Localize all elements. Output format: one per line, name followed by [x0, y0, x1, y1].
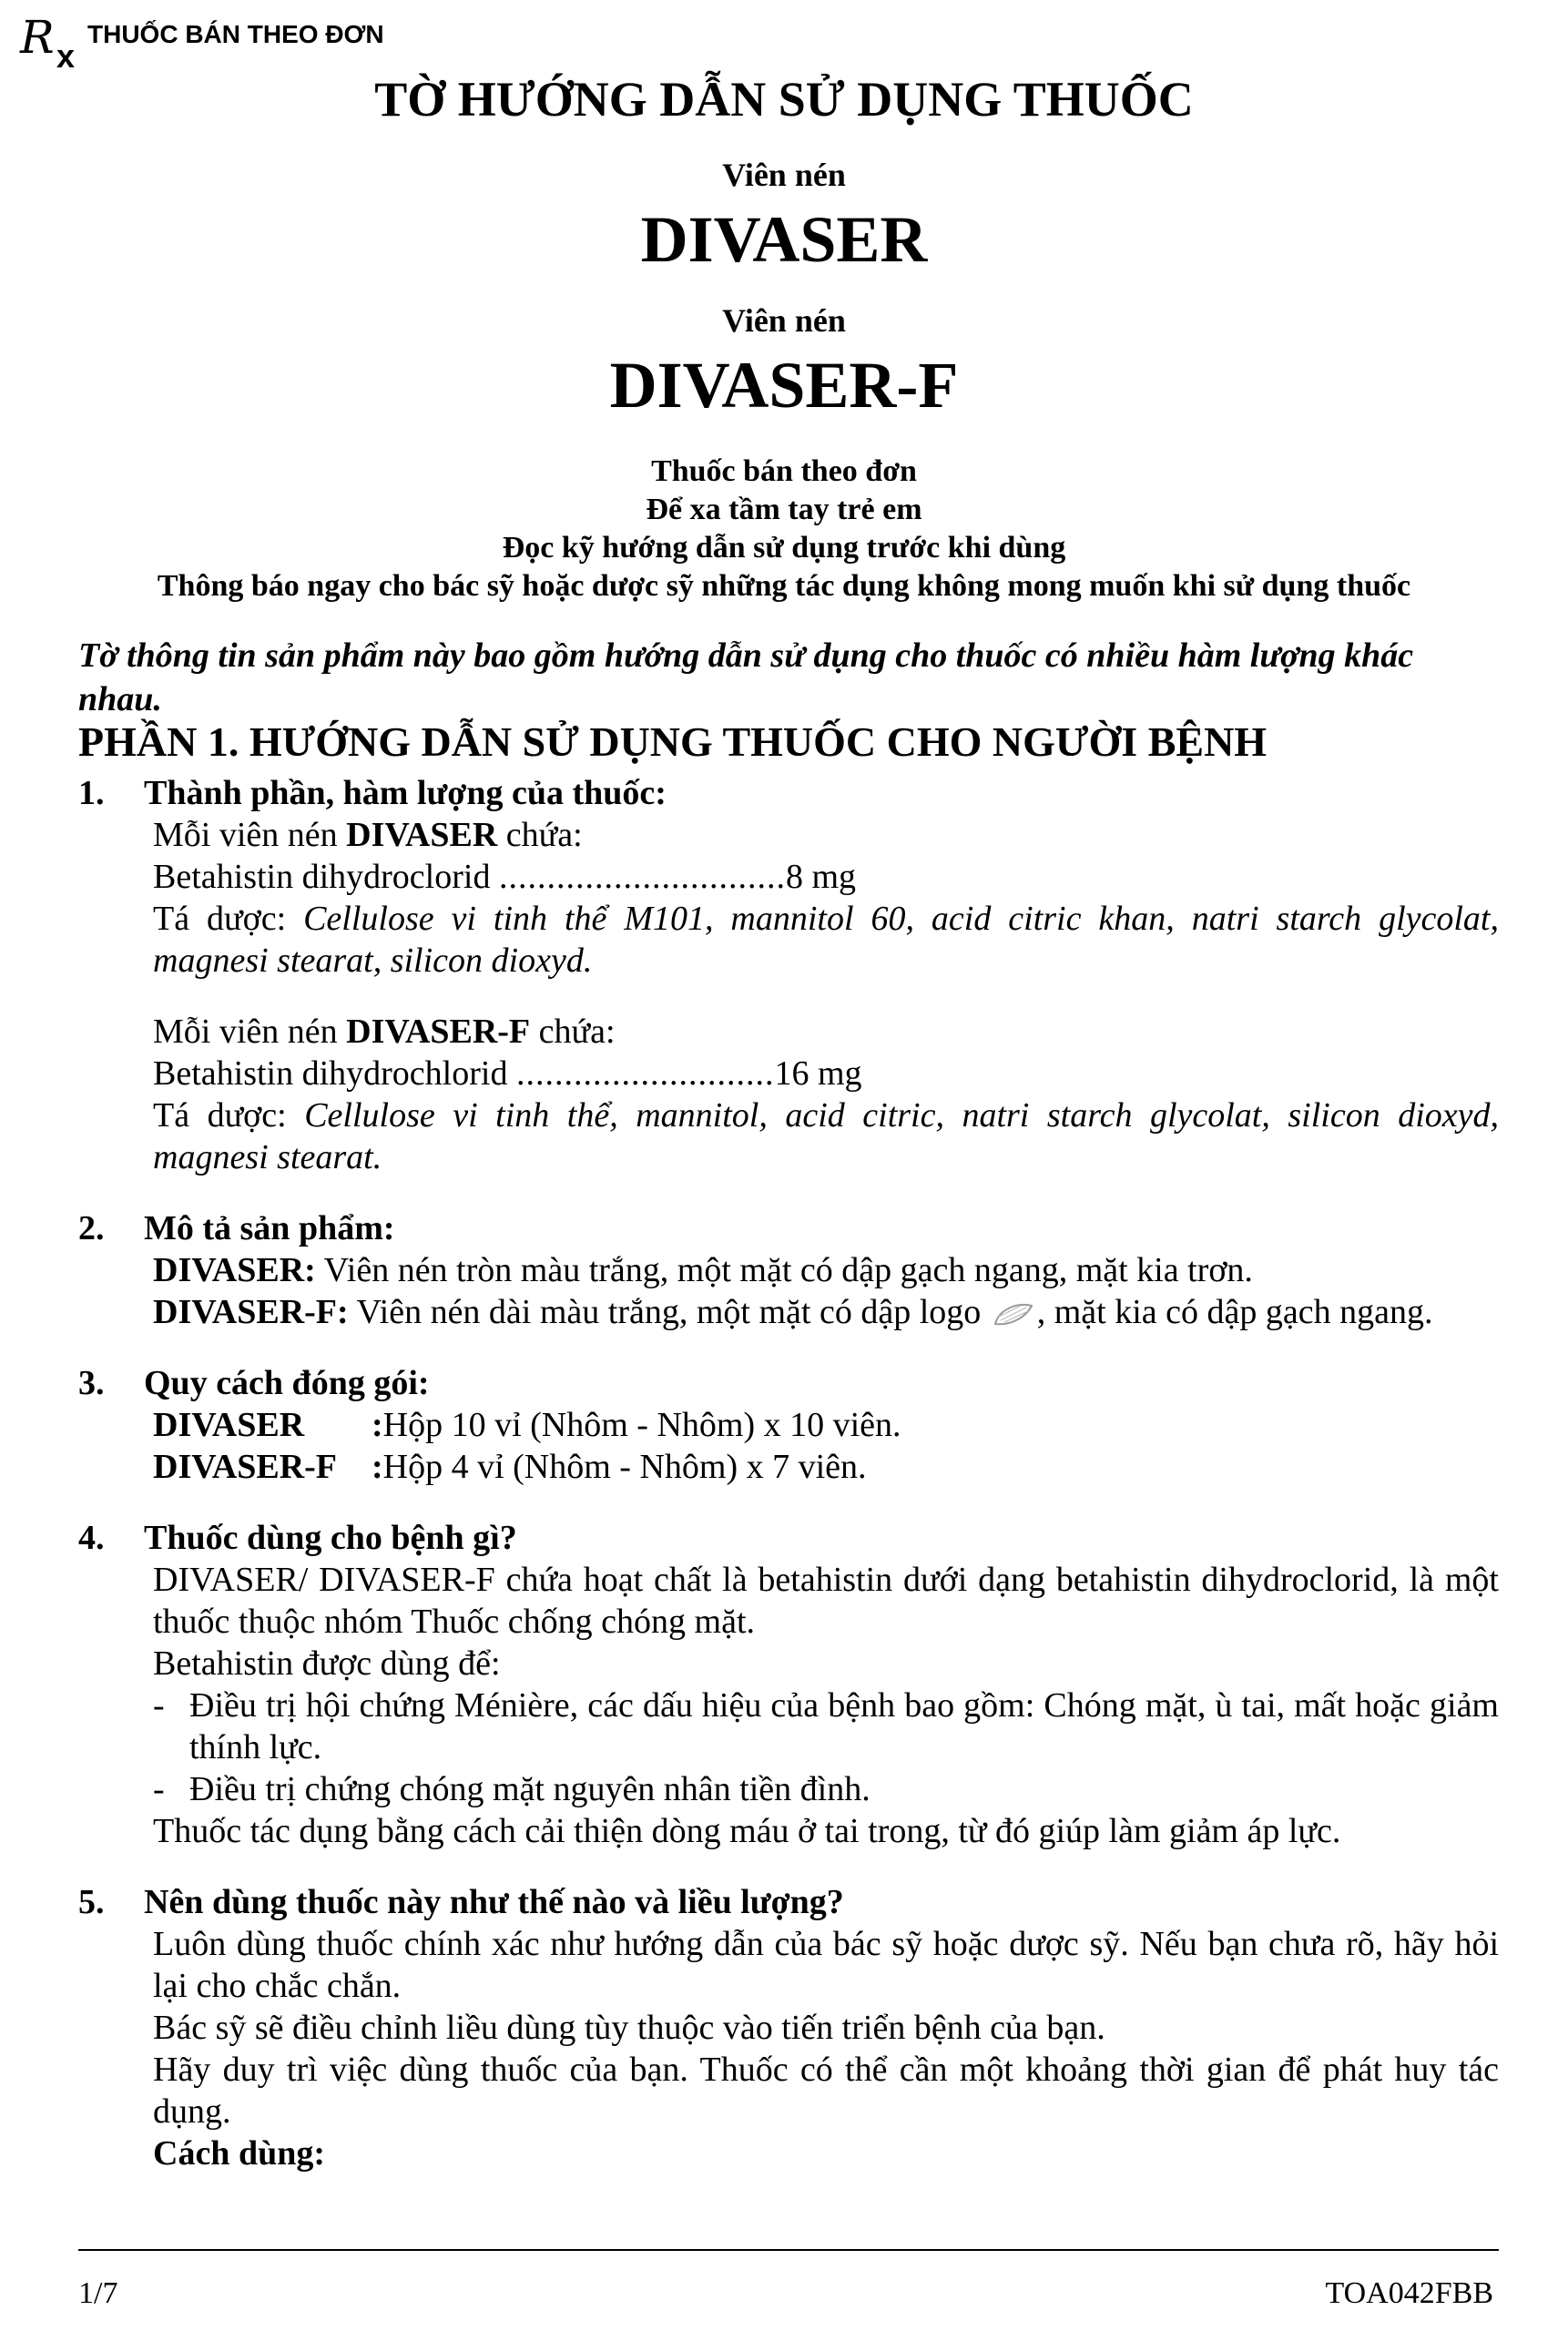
excipients — [153, 1094, 1499, 1178]
section-body — [78, 1559, 1499, 1852]
ingredient-name: Betahistin dihydrochlorid — [153, 1054, 516, 1093]
document-title: TỜ HƯỚNG DẪN SỬ DỤNG THUỐC — [374, 72, 1194, 127]
composition-intro — [153, 814, 1499, 856]
description-text: Viên nén tròn màu trắng, một mặt có dập gạch ngang, mặt kia trơn. — [315, 1251, 1253, 1289]
product-name: DIVASER-F — [346, 1013, 531, 1051]
section-heading — [78, 1362, 1499, 1404]
paragraph: Thuốc tác dụng bằng cách cải thiện dòng máu ở tai trong, từ đó giúp làm giảm áp lực. — [153, 1812, 1341, 1850]
rx-label: THUỐC BÁN THEO ĐƠN — [87, 20, 384, 48]
leader-dots: ........................... — [515, 1054, 775, 1093]
subsection-title: Cách dùng: — [153, 2134, 325, 2173]
warning-line: Thuốc bán theo đơn — [651, 454, 917, 488]
ingredient-name: Betahistin dihydroclorid — [153, 858, 499, 896]
packaging-row — [153, 1404, 1499, 1446]
product-name: DIVASER-F: — [153, 1293, 349, 1331]
product-name-2: DIVASER-F — [609, 349, 959, 422]
separator: : — [372, 1406, 383, 1444]
section-heading — [78, 1517, 1499, 1559]
rx-symbol-x: x — [56, 37, 76, 75]
product-name: DIVASER — [346, 816, 498, 854]
content — [78, 772, 1499, 2174]
warning-line: Để xa tầm tay trẻ em — [646, 493, 922, 526]
description-text: Viên nén dài màu trắng, một mặt có dập logo — [348, 1293, 990, 1331]
description-divaser — [153, 1249, 1499, 1291]
section-title: Mô tả sản phẩm: — [144, 1209, 395, 1247]
section-description — [78, 1207, 1499, 1333]
page-number: 1/7 — [78, 2276, 118, 2310]
list-item-text: Điều trị hội chứng Ménière, các dấu hiệu của bệnh bao gồm: Chóng mặt, ù tai, mất hoặc giảm thính lực. — [189, 1686, 1499, 1766]
section-title: Thành phần, hàm lượng của thuốc: — [144, 774, 667, 812]
rx-symbol-r: R — [20, 11, 55, 64]
ingredient-dose: 16 mg — [774, 1054, 862, 1093]
composition-intro — [153, 1011, 1499, 1053]
text: chứa: — [497, 816, 583, 854]
paragraph: Bác sỹ sẽ điều chỉnh liều dùng tùy thuộc vào tiến triển bệnh của bạn. — [153, 2009, 1105, 2047]
section-title: Thuốc dùng cho bệnh gì? — [144, 1519, 517, 1557]
dosage-form-2: Viên nén — [722, 302, 846, 339]
separator: : — [372, 1448, 383, 1486]
description-divaser-f — [153, 1291, 1499, 1333]
text: chứa: — [530, 1013, 616, 1051]
section-body — [78, 1249, 1499, 1333]
warning-line: Đọc kỹ hướng dẫn sử dụng trước khi dùng — [502, 531, 1066, 565]
excipients — [153, 898, 1499, 982]
section-number: 1. — [78, 774, 105, 812]
active-ingredient — [153, 1053, 1499, 1094]
packaging-value: Hộp 4 vỉ (Nhôm - Nhôm) x 7 viên. — [382, 1448, 867, 1486]
list-dash: - — [153, 1686, 165, 1725]
product-name: DIVASER: — [153, 1251, 316, 1289]
section-indications — [78, 1517, 1499, 1852]
description-text: , mặt kia có dập gạch ngang. — [1036, 1293, 1433, 1331]
part-title: PHẦN 1. HƯỚNG DẪN SỬ DỤNG THUỐC CHO NGƯỜI BỆNH — [78, 718, 1268, 765]
product-name: DIVASER-F — [153, 1448, 338, 1486]
section-title: Nên dùng thuốc này như thế nào và liều lượng? — [144, 1883, 844, 1921]
section-number: 2. — [78, 1209, 105, 1247]
list-dash: - — [153, 1770, 165, 1808]
excipient-list: Cellulose vi tinh thể M101, mannitol 60, acid citric khan, natri starch glycolat, magnesi stearat, silicon dioxyd. — [153, 900, 1499, 980]
warning-line: Thông báo ngay cho bác sỹ hoặc dược sỹ những tác dụng không mong muốn khi sử dụng thuốc — [157, 569, 1411, 603]
packaging-row — [153, 1446, 1499, 1488]
section-dosage — [78, 1881, 1499, 2174]
list-item-text: Điều trị chứng chóng mặt nguyên nhân tiền đình. — [189, 1770, 871, 1808]
section-packaging — [78, 1362, 1499, 1488]
packaging-value: Hộp 10 vỉ (Nhôm - Nhôm) x 10 viên. — [382, 1406, 901, 1444]
section-number: 5. — [78, 1883, 105, 1921]
paragraph: Betahistin được dùng để: — [153, 1644, 501, 1683]
list-item — [153, 1768, 1499, 1810]
ingredient-dose: 8 mg — [785, 858, 857, 896]
section-heading — [78, 1207, 1499, 1249]
excipient-label: Tá dược: — [153, 900, 304, 938]
product-name: DIVASER — [153, 1406, 305, 1444]
tablet-logo-icon — [990, 1300, 1037, 1329]
leader-dots: .............................. — [498, 858, 786, 896]
excipient-label: Tá dược: — [153, 1096, 305, 1135]
section-body — [78, 1923, 1499, 2174]
section-body — [78, 814, 1499, 1178]
list-item — [153, 1685, 1499, 1768]
text: Mỗi viên nén — [153, 1013, 347, 1051]
section-number: 3. — [78, 1364, 105, 1402]
excipient-list: Cellulose vi tinh thể, mannitol, acid citric, natri starch glycolat, silicon dioxyd, magnesi stearat. — [153, 1096, 1499, 1176]
dosage-form-1: Viên nén — [722, 157, 846, 193]
section-heading — [78, 772, 1499, 814]
section-heading — [78, 1881, 1499, 1923]
paragraph: Luôn dùng thuốc chính xác như hướng dẫn của bác sỹ hoặc dược sỹ. Nếu bạn chưa rõ, hãy hỏi lại cho chắc chắn. — [153, 1925, 1499, 2005]
section-body — [78, 1404, 1499, 1488]
rx-badge — [20, 11, 402, 75]
section-composition — [78, 772, 1499, 1178]
paragraph: DIVASER/ DIVASER-F chứa hoạt chất là betahistin dưới dạng betahistin dihydroclorid, là một thuốc thuộc nhóm Thuốc chống chóng mặt. — [153, 1561, 1499, 1641]
active-ingredient — [153, 856, 1499, 898]
document-code: TOA042FBB — [1325, 2276, 1493, 2310]
footer-divider — [78, 2249, 1499, 2251]
text: Mỗi viên nén — [153, 816, 347, 854]
paragraph: Hãy duy trì việc dùng thuốc của bạn. Thuốc có thể cần một khoảng thời gian để phát huy tác dụng. — [153, 2051, 1499, 2131]
section-title: Quy cách đóng gói: — [144, 1364, 430, 1402]
section-number: 4. — [78, 1519, 105, 1557]
intro-note: Tờ thông tin sản phẩm này bao gồm hướng dẫn sử dụng cho thuốc có nhiều hàm lượng khác nhau. — [78, 636, 1414, 718]
product-name-1: DIVASER — [640, 203, 928, 276]
